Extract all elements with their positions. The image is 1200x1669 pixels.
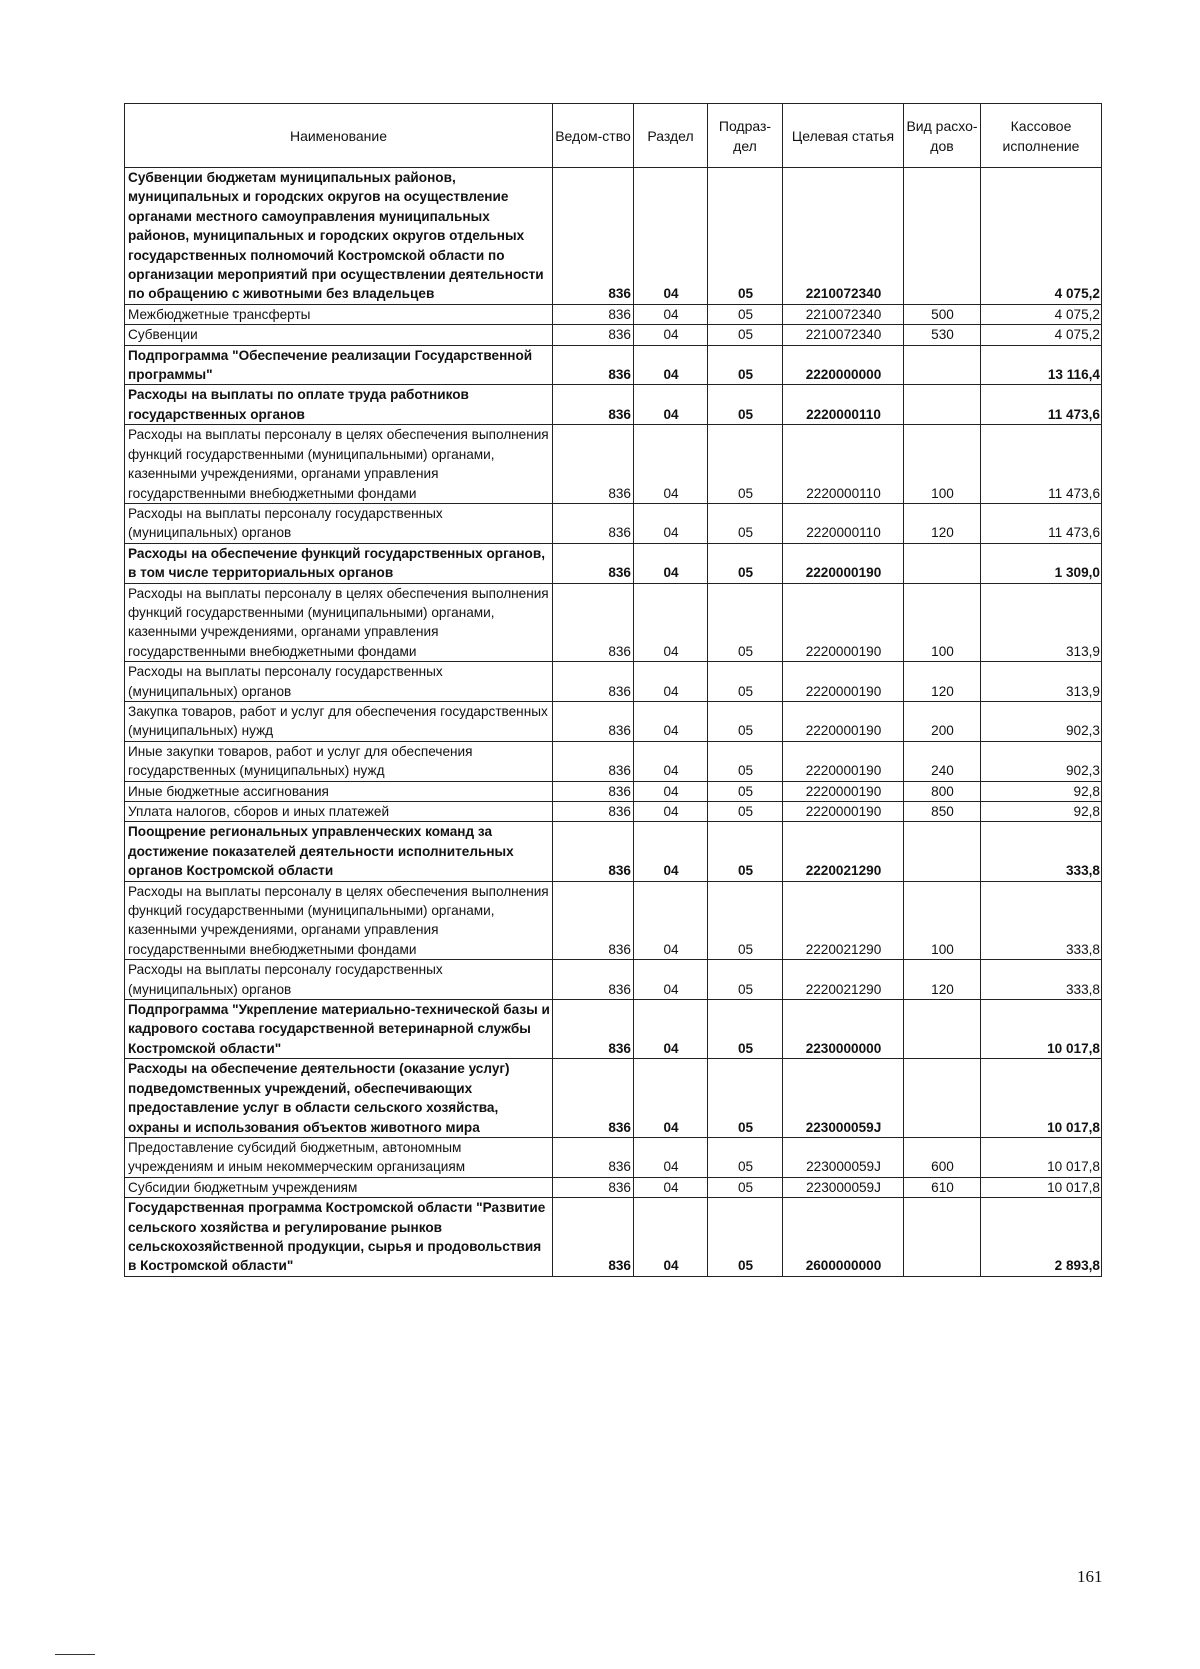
row-celevaya-statya-cell: 2220021290 <box>783 822 904 881</box>
row-vid-rashodov-cell: 850 <box>904 802 981 822</box>
row-name-cell: Иные бюджетные ассигнования <box>125 781 553 801</box>
row-podrazdel-cell: 05 <box>708 881 783 960</box>
row-name-cell: Подпрограмма "Обеспечение реализации Государственной программы" <box>125 345 553 385</box>
row-vid-rashodov-cell: 120 <box>904 662 981 702</box>
row-name-cell: Расходы на выплаты по оплате труда работников государственных органов <box>125 385 553 425</box>
row-podrazdel-cell: 05 <box>708 1177 783 1197</box>
table-row <box>125 1177 1102 1197</box>
header-celevaya-statya: Целевая статья <box>783 104 904 168</box>
row-podrazdel-cell: 05 <box>708 304 783 324</box>
table-row <box>125 583 1102 662</box>
row-vedomstvo-cell: 836 <box>553 304 634 324</box>
row-podrazdel-cell: 05 <box>708 701 783 741</box>
row-kassovoe-ispolnenie-cell: 2 893,8 <box>981 1198 1102 1277</box>
table-row <box>125 781 1102 801</box>
row-razdel-cell: 04 <box>634 1198 708 1277</box>
row-razdel-cell: 04 <box>634 822 708 881</box>
row-kassovoe-ispolnenie-cell: 4 075,2 <box>981 304 1102 324</box>
row-vid-rashodov-cell <box>904 543 981 583</box>
row-razdel-cell: 04 <box>634 701 708 741</box>
row-celevaya-statya-cell: 2220000190 <box>783 543 904 583</box>
row-vid-rashodov-cell <box>904 1000 981 1059</box>
row-podrazdel-cell: 05 <box>708 345 783 385</box>
header-name: Наименование <box>125 104 553 168</box>
row-razdel-cell: 04 <box>634 781 708 801</box>
row-vid-rashodov-cell <box>904 1198 981 1277</box>
row-celevaya-statya-cell: 2220000190 <box>783 741 904 781</box>
row-vedomstvo-cell: 836 <box>553 168 634 305</box>
header-kassovoe-ispolnenie: Кассовое исполнение <box>981 104 1102 168</box>
row-podrazdel-cell: 05 <box>708 662 783 702</box>
row-kassovoe-ispolnenie-cell: 92,8 <box>981 781 1102 801</box>
row-kassovoe-ispolnenie-cell: 4 075,2 <box>981 168 1102 305</box>
row-razdel-cell: 04 <box>634 304 708 324</box>
row-vid-rashodov-cell: 100 <box>904 881 981 960</box>
row-razdel-cell: 04 <box>634 741 708 781</box>
row-razdel-cell: 04 <box>634 881 708 960</box>
row-celevaya-statya-cell: 2210072340 <box>783 304 904 324</box>
row-kassovoe-ispolnenie-cell: 313,9 <box>981 583 1102 662</box>
table-row <box>125 741 1102 781</box>
row-kassovoe-ispolnenie-cell: 902,3 <box>981 741 1102 781</box>
row-celevaya-statya-cell: 2230000000 <box>783 1000 904 1059</box>
row-kassovoe-ispolnenie-cell: 1 309,0 <box>981 543 1102 583</box>
row-razdel-cell: 04 <box>634 168 708 305</box>
row-name-cell: Расходы на выплаты персоналу государственных (муниципальных) органов <box>125 960 553 1000</box>
row-vid-rashodov-cell: 600 <box>904 1137 981 1177</box>
row-podrazdel-cell: 05 <box>708 802 783 822</box>
row-name-cell: Расходы на обеспечение функций государственных органов, в том числе территориальных органов <box>125 543 553 583</box>
row-razdel-cell: 04 <box>634 1177 708 1197</box>
row-kassovoe-ispolnenie-cell: 11 473,6 <box>981 385 1102 425</box>
table-row <box>125 345 1102 385</box>
row-razdel-cell: 04 <box>634 802 708 822</box>
row-name-cell: Расходы на выплаты персоналу государственных (муниципальных) органов <box>125 503 553 543</box>
row-name-cell: Межбюджетные трансферты <box>125 304 553 324</box>
row-vid-rashodov-cell <box>904 345 981 385</box>
row-podrazdel-cell: 05 <box>708 1137 783 1177</box>
row-celevaya-statya-cell: 2220000000 <box>783 345 904 385</box>
row-celevaya-statya-cell: 2220000110 <box>783 425 904 504</box>
row-podrazdel-cell: 05 <box>708 503 783 543</box>
row-razdel-cell: 04 <box>634 960 708 1000</box>
scan-line-mark <box>55 1654 95 1655</box>
table-header-row <box>125 104 1102 168</box>
table-row <box>125 543 1102 583</box>
row-celevaya-statya-cell: 2220000110 <box>783 503 904 543</box>
row-name-cell: Расходы на выплаты персоналу государственных (муниципальных) органов <box>125 662 553 702</box>
row-vedomstvo-cell: 836 <box>553 701 634 741</box>
row-podrazdel-cell: 05 <box>708 543 783 583</box>
row-vid-rashodov-cell <box>904 822 981 881</box>
row-podrazdel-cell: 05 <box>708 781 783 801</box>
row-name-cell: Расходы на выплаты персоналу в целях обеспечения выполнения функций государственными (муниципальными) органами, казенными учреждениями, органами управления государственными внебюджетными фондами <box>125 881 553 960</box>
table-row <box>125 385 1102 425</box>
row-kassovoe-ispolnenie-cell: 11 473,6 <box>981 503 1102 543</box>
row-vedomstvo-cell: 836 <box>553 503 634 543</box>
header-podrazdel: Подраз-дел <box>708 104 783 168</box>
row-name-cell: Уплата налогов, сборов и иных платежей <box>125 802 553 822</box>
row-vid-rashodov-cell: 200 <box>904 701 981 741</box>
row-vid-rashodov-cell: 530 <box>904 325 981 345</box>
row-vid-rashodov-cell <box>904 168 981 305</box>
row-vid-rashodov-cell: 800 <box>904 781 981 801</box>
row-kassovoe-ispolnenie-cell: 313,9 <box>981 662 1102 702</box>
row-razdel-cell: 04 <box>634 345 708 385</box>
table-row <box>125 425 1102 504</box>
row-name-cell: Подпрограмма "Укрепление материально-технической базы и кадрового состава государственной ветеринарной службы Костромской области" <box>125 1000 553 1059</box>
table-row <box>125 1198 1102 1277</box>
row-vid-rashodov-cell: 100 <box>904 425 981 504</box>
row-razdel-cell: 04 <box>634 1137 708 1177</box>
row-kassovoe-ispolnenie-cell: 333,8 <box>981 822 1102 881</box>
row-razdel-cell: 04 <box>634 325 708 345</box>
row-vid-rashodov-cell: 120 <box>904 960 981 1000</box>
row-vedomstvo-cell: 836 <box>553 543 634 583</box>
table-row <box>125 1000 1102 1059</box>
table-body <box>125 168 1102 1277</box>
row-podrazdel-cell: 05 <box>708 1000 783 1059</box>
row-vedomstvo-cell: 836 <box>553 325 634 345</box>
row-vedomstvo-cell: 836 <box>553 385 634 425</box>
row-celevaya-statya-cell: 2220000190 <box>783 802 904 822</box>
row-vedomstvo-cell: 836 <box>553 960 634 1000</box>
row-name-cell: Иные закупки товаров, работ и услуг для обеспечения государственных (муниципальных) нужд <box>125 741 553 781</box>
row-celevaya-statya-cell: 2220021290 <box>783 881 904 960</box>
row-celevaya-statya-cell: 2220021290 <box>783 960 904 1000</box>
row-vedomstvo-cell: 836 <box>553 662 634 702</box>
table-row <box>125 1059 1102 1138</box>
row-vedomstvo-cell: 836 <box>553 425 634 504</box>
row-name-cell: Субвенции <box>125 325 553 345</box>
row-name-cell: Предоставление субсидий бюджетным, автономным учреждениям и иным некоммерческим организациям <box>125 1137 553 1177</box>
row-celevaya-statya-cell: 223000059J <box>783 1059 904 1138</box>
row-vedomstvo-cell: 836 <box>553 1177 634 1197</box>
row-name-cell: Расходы на выплаты персоналу в целях обеспечения выполнения функций государственными (муниципальными) органами, казенными учреждениями, органами управления государственными внебюджетными фондами <box>125 425 553 504</box>
row-razdel-cell: 04 <box>634 425 708 504</box>
row-celevaya-statya-cell: 2210072340 <box>783 325 904 345</box>
table-row <box>125 701 1102 741</box>
header-vid-rashodov: Вид расхо-дов <box>904 104 981 168</box>
row-name-cell: Субсидии бюджетным учреждениям <box>125 1177 553 1197</box>
row-kassovoe-ispolnenie-cell: 10 017,8 <box>981 1000 1102 1059</box>
row-vedomstvo-cell: 836 <box>553 881 634 960</box>
row-podrazdel-cell: 05 <box>708 741 783 781</box>
row-name-cell: Расходы на выплаты персоналу в целях обеспечения выполнения функций государственными (муниципальными) органами, казенными учреждениями, органами управления государственными внебюджетными фондами <box>125 583 553 662</box>
row-vid-rashodov-cell: 120 <box>904 503 981 543</box>
row-podrazdel-cell: 05 <box>708 325 783 345</box>
table-row <box>125 662 1102 702</box>
row-name-cell: Поощрение региональных управленческих команд за достижение показателей деятельности исполнительных органов Костромской области <box>125 822 553 881</box>
row-celevaya-statya-cell: 2220000190 <box>783 781 904 801</box>
row-podrazdel-cell: 05 <box>708 960 783 1000</box>
row-kassovoe-ispolnenie-cell: 92,8 <box>981 802 1102 822</box>
table-row <box>125 822 1102 881</box>
row-vedomstvo-cell: 836 <box>553 781 634 801</box>
budget-table <box>124 103 1102 1277</box>
row-vid-rashodov-cell: 610 <box>904 1177 981 1197</box>
row-kassovoe-ispolnenie-cell: 10 017,8 <box>981 1059 1102 1138</box>
row-vedomstvo-cell: 836 <box>553 345 634 385</box>
table-row <box>125 304 1102 324</box>
row-celevaya-statya-cell: 2220000190 <box>783 701 904 741</box>
row-kassovoe-ispolnenie-cell: 4 075,2 <box>981 325 1102 345</box>
row-vedomstvo-cell: 836 <box>553 802 634 822</box>
row-podrazdel-cell: 05 <box>708 1059 783 1138</box>
row-celevaya-statya-cell: 223000059J <box>783 1177 904 1197</box>
row-kassovoe-ispolnenie-cell: 333,8 <box>981 960 1102 1000</box>
row-kassovoe-ispolnenie-cell: 13 116,4 <box>981 345 1102 385</box>
row-vid-rashodov-cell <box>904 1059 981 1138</box>
row-vedomstvo-cell: 836 <box>553 1000 634 1059</box>
table-row <box>125 503 1102 543</box>
row-razdel-cell: 04 <box>634 1059 708 1138</box>
row-vid-rashodov-cell <box>904 385 981 425</box>
row-podrazdel-cell: 05 <box>708 1198 783 1277</box>
row-kassovoe-ispolnenie-cell: 11 473,6 <box>981 425 1102 504</box>
row-vedomstvo-cell: 836 <box>553 741 634 781</box>
row-vedomstvo-cell: 836 <box>553 822 634 881</box>
row-kassovoe-ispolnenie-cell: 902,3 <box>981 701 1102 741</box>
table-row <box>125 325 1102 345</box>
row-podrazdel-cell: 05 <box>708 822 783 881</box>
header-vedomstvo: Ведом-ство <box>553 104 634 168</box>
table-row <box>125 1137 1102 1177</box>
row-vedomstvo-cell: 836 <box>553 1059 634 1138</box>
row-name-cell: Государственная программа Костромской области "Развитие сельского хозяйства и регулирование рынков сельскохозяйственной продукции, сырья и продовольствия в Костромской области" <box>125 1198 553 1277</box>
row-celevaya-statya-cell: 2220000110 <box>783 385 904 425</box>
row-podrazdel-cell: 05 <box>708 385 783 425</box>
table-row <box>125 168 1102 305</box>
row-vid-rashodov-cell: 100 <box>904 583 981 662</box>
row-razdel-cell: 04 <box>634 385 708 425</box>
row-kassovoe-ispolnenie-cell: 10 017,8 <box>981 1177 1102 1197</box>
row-razdel-cell: 04 <box>634 503 708 543</box>
header-razdel: Раздел <box>634 104 708 168</box>
row-vedomstvo-cell: 836 <box>553 1198 634 1277</box>
row-name-cell: Закупка товаров, работ и услуг для обеспечения государственных (муниципальных) нужд <box>125 701 553 741</box>
row-podrazdel-cell: 05 <box>708 168 783 305</box>
row-podrazdel-cell: 05 <box>708 425 783 504</box>
row-celevaya-statya-cell: 2220000190 <box>783 583 904 662</box>
row-vedomstvo-cell: 836 <box>553 583 634 662</box>
row-celevaya-statya-cell: 2220000190 <box>783 662 904 702</box>
row-razdel-cell: 04 <box>634 1000 708 1059</box>
row-vid-rashodov-cell: 240 <box>904 741 981 781</box>
table-row <box>125 802 1102 822</box>
row-kassovoe-ispolnenie-cell: 333,8 <box>981 881 1102 960</box>
table-row <box>125 881 1102 960</box>
page-number: 161 <box>1077 1567 1103 1586</box>
row-vid-rashodov-cell: 500 <box>904 304 981 324</box>
row-razdel-cell: 04 <box>634 662 708 702</box>
row-razdel-cell: 04 <box>634 543 708 583</box>
row-vedomstvo-cell: 836 <box>553 1137 634 1177</box>
row-razdel-cell: 04 <box>634 583 708 662</box>
row-name-cell: Субвенции бюджетам муниципальных районов, муниципальных и городских округов на осуществление органами местного самоуправления муниципальных районов, муниципальных и городских округов отдельных государственных полномочий Костромской области по организации мероприятий при осуществлении деятельности по обращению с животными без владельцев <box>125 168 553 305</box>
row-celevaya-statya-cell: 2600000000 <box>783 1198 904 1277</box>
row-kassovoe-ispolnenie-cell: 10 017,8 <box>981 1137 1102 1177</box>
row-name-cell: Расходы на обеспечение деятельности (оказание услуг) подведомственных учреждений, обеспечивающих предоставление услуг в области сельского хозяйства, охраны и использования объектов животного мира <box>125 1059 553 1138</box>
row-podrazdel-cell: 05 <box>708 583 783 662</box>
table-row <box>125 960 1102 1000</box>
row-celevaya-statya-cell: 2210072340 <box>783 168 904 305</box>
row-celevaya-statya-cell: 223000059J <box>783 1137 904 1177</box>
